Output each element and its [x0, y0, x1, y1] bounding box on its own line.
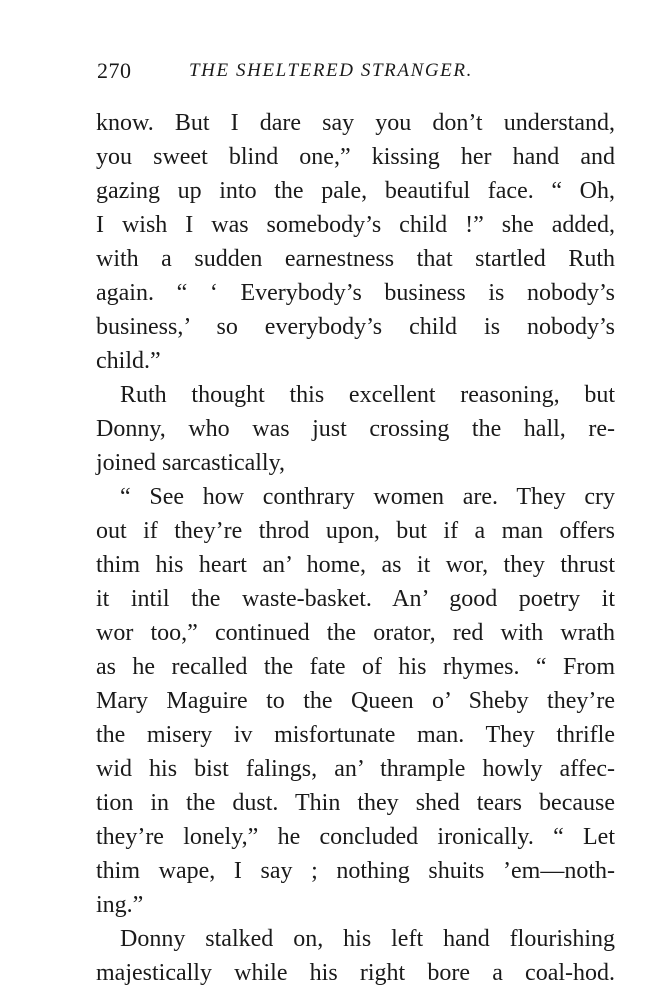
text-line: thim his heart an’ home, as it wor, they thrust — [96, 552, 615, 578]
running-head — [97, 56, 617, 86]
text-line: “ See how conthrary women are. They cry — [120, 484, 615, 510]
text-line: wor too,” continued the orator, red with wrath — [96, 620, 615, 646]
text-line: ing.” — [96, 892, 144, 918]
text-line: they’re lonely,” he concluded ironically. “ Let — [96, 824, 615, 850]
text-line: you sweet blind one,” kissing her hand and — [96, 144, 615, 170]
text-line: tion in the dust. Thin they shed tears because — [96, 790, 615, 816]
body-text — [96, 106, 615, 990]
text-line: out if they’re throd upon, but if a man offers — [96, 518, 615, 544]
text-line: business,’ so everybody’s child is nobody’s — [96, 314, 615, 340]
text-line: Donny stalked on, his left hand flourishing — [120, 926, 615, 952]
text-line: joined sarcastically, — [96, 450, 286, 476]
text-line: I wish I was somebody’s child !” she added, — [96, 212, 615, 238]
text-line: majestically while his right bore a coal-hod. — [96, 960, 615, 986]
text-line: Mary Maguire to the Queen o’ Sheby they’re — [96, 688, 615, 714]
page-number: 270 — [97, 58, 132, 83]
text-line: Ruth thought this excellent reasoning, but — [120, 382, 615, 408]
text-line: again. “ ‘ Everybody’s business is nobody’s — [96, 280, 615, 306]
running-title: THE SHELTERED STRANGER. — [189, 60, 473, 81]
text-line: it intil the waste-basket. An’ good poetry it — [96, 586, 615, 612]
text-line: as he recalled the fate of his rhymes. “ From — [96, 654, 615, 680]
text-line: with a sudden earnestness that startled Ruth — [96, 246, 615, 272]
text-line: the misery iv misfortunate man. They thrifle — [96, 722, 615, 748]
text-line: child.” — [96, 348, 161, 374]
text-line: Donny, who was just crossing the hall, re- — [96, 416, 615, 442]
text-line: know. But I dare say you don’t understand, — [96, 110, 615, 136]
text-line: gazing up into the pale, beautiful face. “ Oh, — [96, 178, 615, 204]
text-line: thim wape, I say ; nothing shuits ’em—noth- — [96, 858, 615, 884]
text-line: wid his bist falings, an’ thrample howly affec- — [96, 756, 615, 782]
